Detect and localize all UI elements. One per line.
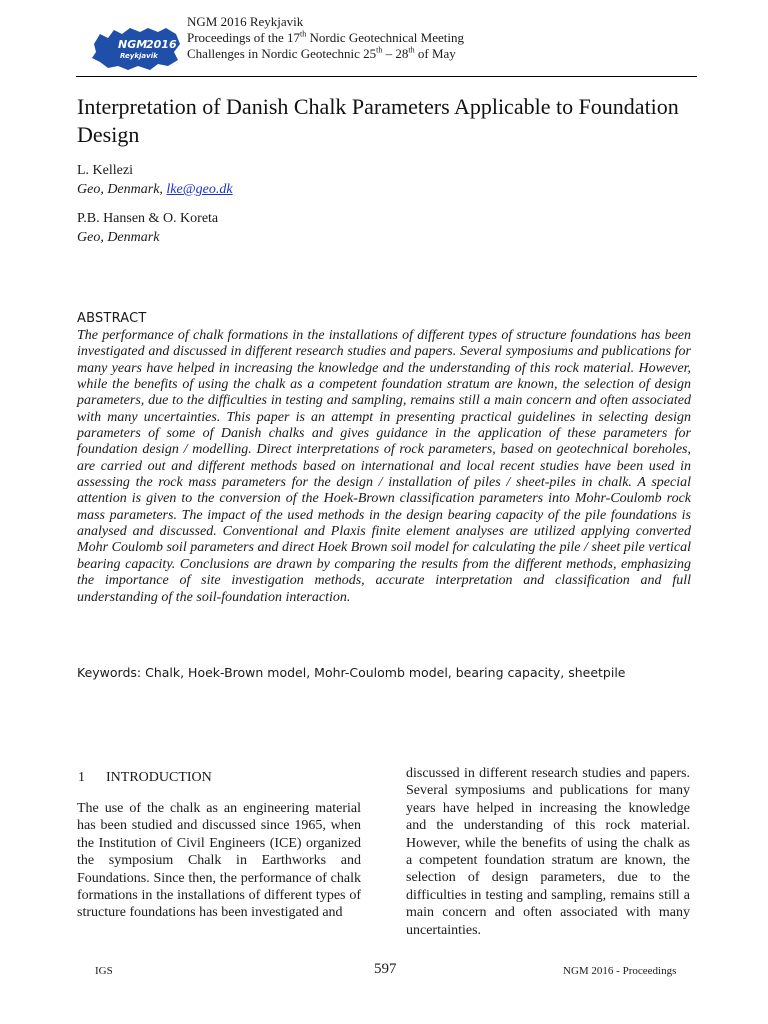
logo-city: Reykjavik bbox=[120, 52, 158, 60]
author-block-2 bbox=[77, 209, 218, 247]
author-affiliation: Geo, Denmark bbox=[77, 230, 160, 245]
body-column-right: discussed in different research studies and papers. Several symposiums and publications for many years have helped in increasing the knowledge and the understanding of this rock material. However, while the benefits of using the chalk as a competent foundation stratum are known, the selection of design parameters, due to the difficulties in testing and sampling, remains still a main concern and often associated with many uncertainties. bbox=[406, 766, 690, 938]
header-divider bbox=[76, 76, 697, 77]
logo-main-text: NGM bbox=[118, 38, 148, 51]
author-name: P.B. Hansen & O. Koreta bbox=[77, 211, 219, 226]
author-email-link[interactable]: lke@geo.dk bbox=[166, 182, 233, 197]
logo-year: 2016 bbox=[146, 38, 177, 51]
ngm-2016-logo bbox=[88, 22, 184, 74]
header-line-3: Challenges in Nordic Geotechnic 25th – 28th of May bbox=[187, 45, 456, 61]
header-line-2: Proceedings of the 17th Nordic Geotechnical Meeting bbox=[187, 29, 464, 45]
author-affiliation: Geo, Denmark, lke@geo.dk bbox=[77, 182, 233, 197]
section-number: 1 bbox=[78, 770, 85, 785]
page-number: 597 bbox=[374, 961, 397, 977]
abstract-body: The performance of chalk formations in the installations of different types of structure foundations has been investigated and discussed in different research studies and papers. Several symposiums and publications for many years have helped in increasing the knowledge and the understanding of this rock material. However, while the benefits of using the chalk as a competent foundation stratum are known, the selection of design parameters, due to the difficulties in testing and sampling, remains still a main concern and often associated with many uncertainties. This paper is an attempt in presenting practical guidelines in selecting design parameters of some of Danish chalks and gives guidance in the application of these parameters for foundation design / modelling. Direct interpretations of rock parameters, based on geotechnical boreholes, are carried out and different methods based on international and local recent studies have been used in assessing the rock mass parameters for the design / installation of piles / sheet-piles in chalk. A special attention is given to the conversion of the Hoek-Brown classification parameters into Mohr-Coulomb rock mass parameters. The impact of the used methods in the design bearing capacity of the pile foundations is analysed and discussed. Conventional and Plaxis finite element analyses are utilized applying converted Mohr Coulomb soil parameters and direct Hoek Brown soil model for calculating the pile / sheet pile vertical bearing capacity. Conclusions are drawn by comparing the results from the different methods, emphasizing the importance of site investigation methods, accurate interpretation and classification and full understanding of the soil-foundation interaction. bbox=[77, 328, 691, 605]
keywords: Keywords: Chalk, Hoek-Brown model, Mohr-Coulomb model, bearing capacity, sheetpile bbox=[77, 665, 626, 680]
author-name: L. Kellezi bbox=[77, 163, 133, 178]
header-line-1: NGM 2016 Reykjavik bbox=[187, 14, 304, 29]
footer-left: IGS bbox=[95, 965, 113, 977]
author-block-1 bbox=[77, 161, 233, 199]
conference-header bbox=[187, 14, 464, 62]
footer-right: NGM 2016 - Proceedings bbox=[563, 965, 677, 977]
section-title: INTRODUCTION bbox=[106, 770, 212, 785]
paper-title: Interpretation of Danish Chalk Parameters Applicable to Foundation Design bbox=[77, 94, 679, 147]
body-column-left: The use of the chalk as an engineering material has been studied and discussed since 1965, when the Institution of Civil Engineers (ICE) organized the symposium Chalk in Earthworks and Foundations. Since then, the performance of chalk formations in the installations of different types of structure foundations has been investigated and bbox=[77, 801, 361, 921]
abstract-heading: ABSTRACT bbox=[77, 311, 147, 326]
section-heading bbox=[78, 769, 212, 787]
